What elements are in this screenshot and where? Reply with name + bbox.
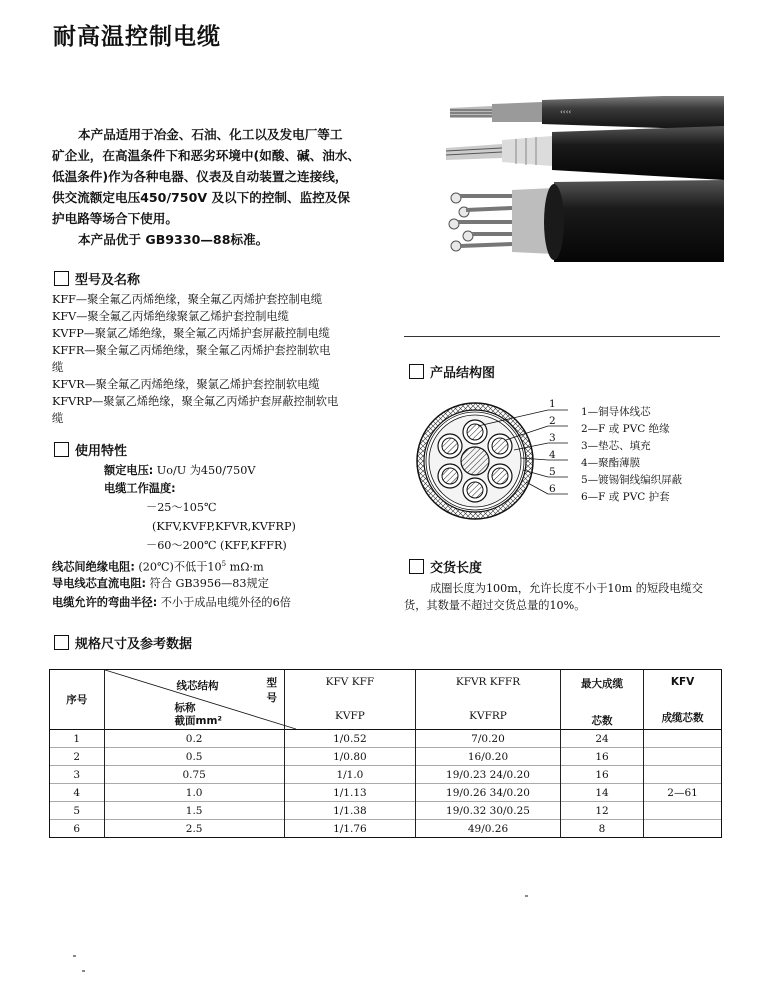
intro-line: 低温条件)作为各种电器、仪表及自动装置之连接线， <box>52 169 348 184</box>
header-col-b: KFVR KFFR KVFRP <box>416 670 561 730</box>
models-list <box>52 291 372 427</box>
temp-range-1-types: (KFV,KVFP,KFVR,KVFRP) <box>152 520 296 533</box>
cable-sample-middle <box>446 126 724 180</box>
page-title: 耐高温控制电缆 <box>53 24 221 50</box>
specs-heading: 规格尺寸及参考数据 <box>54 633 192 652</box>
model-item: 缆 <box>52 361 64 374</box>
scan-speck <box>82 970 85 972</box>
model-item: KFVRP—聚氯乙烯绝缘，聚全氟乙丙烯护套屏蔽控制软电 <box>52 395 339 408</box>
structure-heading: 产品结构图 <box>409 362 495 381</box>
usage-heading: 使用特性 <box>54 440 127 459</box>
header-col-c: 最大成缆 芯数 <box>560 670 643 730</box>
model-item: KFF—聚全氟乙丙烯绝缘，聚全氟乙丙烯护套控制电缆 <box>52 293 323 306</box>
header-model: 型号 <box>266 677 278 704</box>
model-item: KFVR—聚全氟乙丙烯绝缘，聚氯乙烯护套控制软电缆 <box>52 378 320 391</box>
table-header-row <box>50 670 721 730</box>
scan-speck <box>73 955 76 957</box>
header-col-d: KFV 成缆芯数 <box>661 676 704 724</box>
table-row: 2 0.5 1/0.80 16/0.20 16 <box>50 748 721 766</box>
model-item: KFFR—聚全氟乙丙烯绝缘，聚全氟乙丙烯护套控制软电 <box>52 344 331 357</box>
table-row: 6 2.5 1/1.76 49/0.26 8 <box>50 820 721 838</box>
delivery-text: 成圈长度为100m，允许长度不小于10m 的短段电缆交 货，其数量不超过交货总量的10%。 <box>404 582 703 612</box>
rated-voltage: 额定电压: Uo/U 为450/750V <box>104 464 256 477</box>
table-row: 4 1.0 1/1.13 19/0.26 34/0.20 14 2—61 <box>50 784 721 802</box>
checkbox-icon <box>409 559 424 574</box>
intro-line: 本产品适用于冶金、石油、化工以及发电厂等工 <box>78 127 343 142</box>
intro-standard: 本产品优于 GB9330—88标准。 <box>78 232 269 247</box>
diagram-number: 3 <box>549 432 556 444</box>
model-item: KFV—聚全氟乙丙烯绝缘聚氯乙烯护套控制电缆 <box>52 310 289 323</box>
table-row: 3 0.75 1/1.0 19/0.23 24/0.20 16 <box>50 766 721 784</box>
section-divider <box>404 336 720 337</box>
temp-label: 电缆工作温度: <box>104 482 176 495</box>
checkbox-icon <box>54 442 69 457</box>
diagram-number: 4 <box>549 449 556 461</box>
cable-sample-bottom <box>449 180 724 262</box>
checkbox-icon <box>54 271 69 286</box>
intro-line: 供交流额定电压450/750V 及以下的控制、监控及保 <box>52 190 350 205</box>
diagram-number: 1 <box>549 398 556 410</box>
delivery-heading: 交货长度 <box>409 557 482 576</box>
bending-radius: 电缆允许的弯曲半径: 不小于成品电缆外径的6倍 <box>52 596 291 609</box>
models-heading: 型号及名称 <box>54 269 140 288</box>
legend-item: 5—镀锡铜线编织屏蔽 <box>581 474 683 486</box>
legend-item: 3—垫芯、填充 <box>581 440 651 452</box>
scan-speck <box>525 895 528 897</box>
table-row: 1 0.2 1/0.52 7/0.20 24 <box>50 730 721 748</box>
cable-photo <box>442 96 724 264</box>
table-row: 5 1.5 1/1.38 19/0.32 30/0.25 12 <box>50 802 721 820</box>
intro-line: 护电路等场合下使用。 <box>52 211 178 226</box>
header-col-a: KFV KFF KVFP <box>284 670 415 730</box>
header-seq: 序号 <box>50 670 104 730</box>
model-item: KVFP—聚氯乙烯绝缘，聚全氟乙丙烯护套屏蔽控制电缆 <box>52 327 330 340</box>
structure-legend <box>581 404 682 506</box>
insulation-resistance: 线芯间绝缘电阻: (20℃)不低于$10^5$ mΩ·m <box>52 560 264 574</box>
diagram-number: 5 <box>549 466 556 478</box>
legend-item: 4—聚酯薄膜 <box>581 457 641 469</box>
center-conductor <box>461 447 489 475</box>
checkbox-icon <box>54 635 69 650</box>
legend-item: 6—F 或 PVC 护套 <box>581 491 670 503</box>
diagram-number: 2 <box>549 415 556 427</box>
model-item: 缆 <box>52 412 64 425</box>
svg-text:‹‹‹‹: ‹‹‹‹ <box>560 108 572 116</box>
header-diagonal-cell <box>104 670 284 730</box>
legend-item: 1—铜导体线芯 <box>581 406 651 418</box>
intro-paragraph <box>52 124 372 250</box>
dc-resistance: 导电线芯直流电阻: 符合 GB3956—83规定 <box>52 577 269 590</box>
temp-range-2: －60～200℃ (KFF,KFFR) <box>146 539 287 552</box>
specs-table <box>49 669 722 838</box>
diagram-number-labels <box>549 398 556 500</box>
header-struct: 线芯结构 <box>176 680 219 692</box>
header-nominal: 标称 <box>174 702 196 714</box>
diagram-number: 6 <box>549 483 556 495</box>
checkbox-icon <box>409 364 424 379</box>
temp-range-1: －25～105℃ <box>146 501 217 514</box>
legend-item: 2—F 或 PVC 绝缘 <box>581 423 670 435</box>
intro-line: 矿企业，在高温条件下和恶劣环境中(如酸、碱、油水、 <box>52 148 361 163</box>
cable-sample-top <box>450 96 724 130</box>
header-area: 截面mm² <box>174 715 222 727</box>
